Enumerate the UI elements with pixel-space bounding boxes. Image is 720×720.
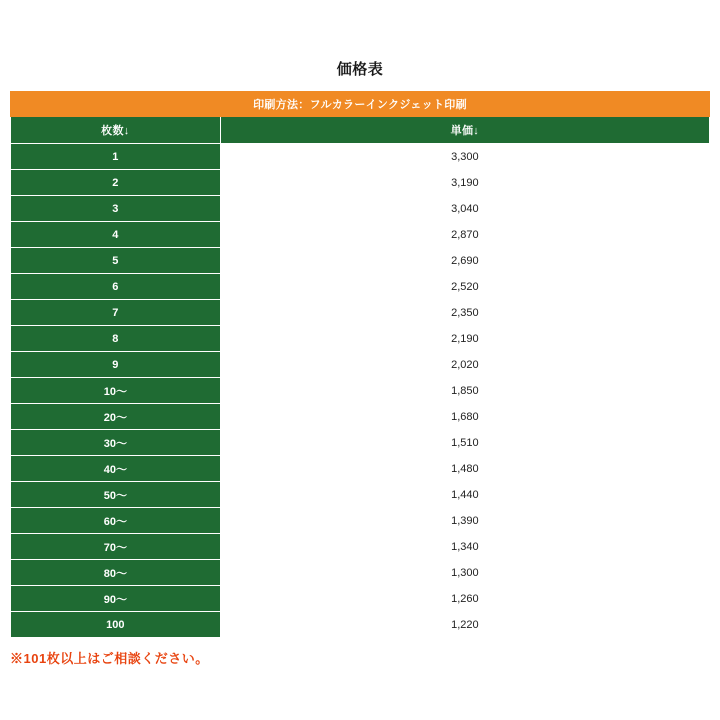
table-row [11,534,710,560]
cell-quantity: 7 [11,300,221,326]
cell-quantity: 50〜 [11,482,221,508]
table-row [11,378,710,404]
note-text: ※101枚以上はご相談ください。 [10,651,209,666]
cell-unit-price: 2,520 [220,274,709,300]
table-row [11,430,710,456]
cell-unit-price: 2,690 [220,248,709,274]
price-table-body [11,92,710,638]
cell-quantity: 5 [11,248,221,274]
cell-quantity: 30〜 [11,430,221,456]
cell-unit-price: 1,850 [220,378,709,404]
cell-unit-price: 1,220 [220,612,709,638]
cell-unit-price: 2,350 [220,300,709,326]
cell-unit-price: 2,870 [220,222,709,248]
cell-unit-price: 1,390 [220,508,709,534]
price-table [10,91,710,638]
cell-quantity: 100 [11,612,221,638]
cell-unit-price: 3,040 [220,196,709,222]
table-row [11,586,710,612]
column-header-quantity: 枚数↓ [11,117,221,144]
column-header-unit-price: 単価↓ [220,117,709,144]
table-row [11,326,710,352]
print-method-row [11,92,710,117]
table-row [11,222,710,248]
cell-unit-price: 1,300 [220,560,709,586]
table-row [11,170,710,196]
cell-unit-price: 1,440 [220,482,709,508]
table-row [11,456,710,482]
cell-quantity: 9 [11,352,221,378]
cell-quantity: 3 [11,196,221,222]
cell-quantity: 70〜 [11,534,221,560]
table-header-row [11,117,710,144]
cell-quantity: 80〜 [11,560,221,586]
cell-quantity: 6 [11,274,221,300]
print-method-label: 印刷方法：フルカラーインクジェット印刷 [11,92,710,117]
cell-quantity: 2 [11,170,221,196]
table-row [11,274,710,300]
cell-quantity: 4 [11,222,221,248]
table-row [11,508,710,534]
table-row [11,560,710,586]
table-row [11,482,710,508]
cell-unit-price: 1,680 [220,404,709,430]
table-row [11,248,710,274]
table-row [11,404,710,430]
cell-unit-price: 1,510 [220,430,709,456]
cell-unit-price: 2,020 [220,352,709,378]
table-row [11,144,710,170]
cell-quantity: 1 [11,144,221,170]
table-row [11,196,710,222]
table-row [11,612,710,638]
page-title: 価格表 [336,61,384,78]
cell-quantity: 10〜 [11,378,221,404]
cell-quantity: 20〜 [11,404,221,430]
cell-quantity: 8 [11,326,221,352]
cell-unit-price: 3,190 [220,170,709,196]
cell-quantity: 60〜 [11,508,221,534]
cell-unit-price: 1,260 [220,586,709,612]
cell-unit-price: 2,190 [220,326,709,352]
cell-unit-price: 1,480 [220,456,709,482]
cell-unit-price: 1,340 [220,534,709,560]
table-row [11,300,710,326]
cell-quantity: 40〜 [11,456,221,482]
cell-unit-price: 3,300 [220,144,709,170]
cell-quantity: 90〜 [11,586,221,612]
table-row [11,352,710,378]
